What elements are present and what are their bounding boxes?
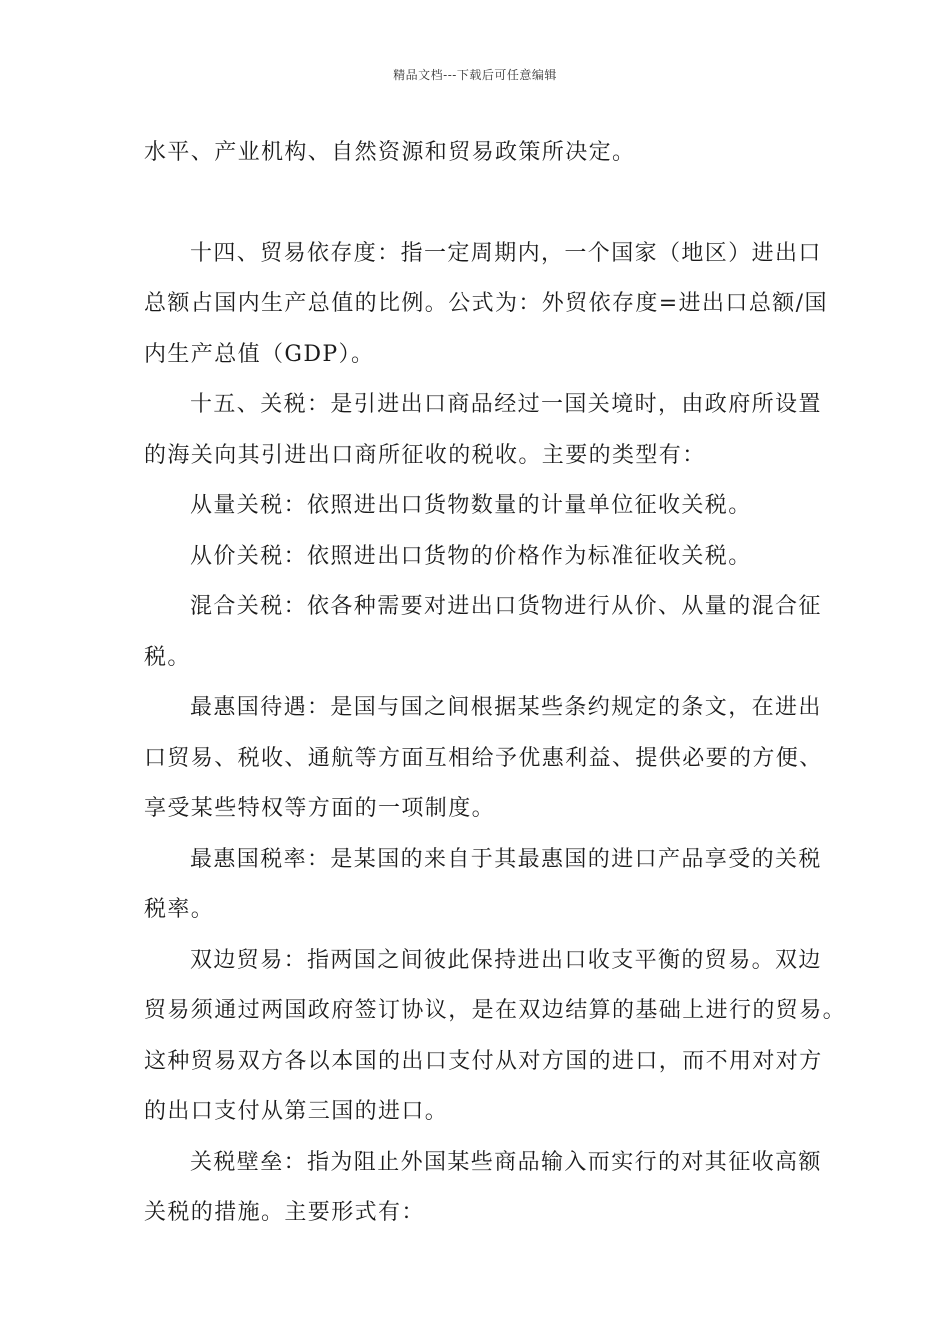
paragraph-mfn-rate (144, 835, 824, 936)
text-line: 混合关税：依各种需要对进出口货物进行从价、从量的混合征 (190, 594, 822, 619)
text-line: 从价关税：依照进出口货物的价格作为标准征收关税。 (190, 543, 752, 569)
text-line: 总额占国内生产总值的比例。公式为：外贸依存度=进出口总额/国 (144, 291, 828, 316)
text-line: 口贸易、税收、通航等方面互相给予优惠利益、提供必要的方便、 (144, 745, 823, 771)
paragraph-tariff-barrier (144, 1138, 824, 1239)
text-line: 双边贸易：指两国之间彼此保持进出口收支平衡的贸易。双边 (190, 947, 822, 973)
paragraph-tariff (144, 380, 824, 481)
text-line: 享受某些特权等方面的一项制度。 (144, 796, 496, 821)
text-line: 从量关税：依照进出口货物数量的计量单位征收关税。 (190, 493, 752, 518)
text-line: 最惠国税率：是某国的来自于其最惠国的进口产品享受的关税 (190, 846, 822, 872)
page-header: 精品文档---下载后可任意编辑 (393, 68, 557, 82)
text-line: 水平、产业机构、自然资源和贸易政策所决定。 (144, 140, 636, 165)
text-line: 贸易须通过两国政府签订协议，是在双边结算的基础上进行的贸易。 (144, 998, 847, 1023)
paragraph-trade-dependence (144, 229, 828, 381)
text-line: 的海关向其引进出口商所征收的税收。主要的类型有： (144, 442, 706, 468)
paragraph-bilateral-trade (144, 936, 847, 1138)
text-line: 关税的措施。主要形式有： (144, 1200, 425, 1225)
text-line: 税率。 (144, 897, 215, 922)
paragraph-continuation (144, 128, 824, 179)
text-line: 十四、贸易依存度：指一定周期内，一个国家（地区）进出口 (190, 240, 822, 266)
paragraph-specific-duty (144, 481, 824, 532)
text-line: 税。 (144, 644, 191, 670)
paragraph-spacer (144, 179, 824, 229)
text-line: 最惠国待遇：是国与国之间根据某些条约规定的条文，在进出 (190, 695, 822, 720)
text-line: 内生产总值（GDP）。 (144, 341, 375, 367)
text-line: 十五、关税：是引进出口商品经过一国关境时，由政府所设置 (190, 392, 822, 417)
text-line: 关税壁垒：指为阻止外国某些商品输入而实行的对其征收高额 (190, 1149, 822, 1175)
text-line: 的出口支付从第三国的进口。 (144, 1099, 449, 1124)
paragraph-ad-valorem-duty (144, 532, 824, 583)
paragraph-compound-duty (144, 582, 824, 683)
paragraph-mfn-treatment (144, 683, 824, 835)
document-body (144, 128, 847, 1239)
text-line: 这种贸易双方各以本国的出口支付从对方国的进口，而不用对对方 (144, 1048, 823, 1074)
